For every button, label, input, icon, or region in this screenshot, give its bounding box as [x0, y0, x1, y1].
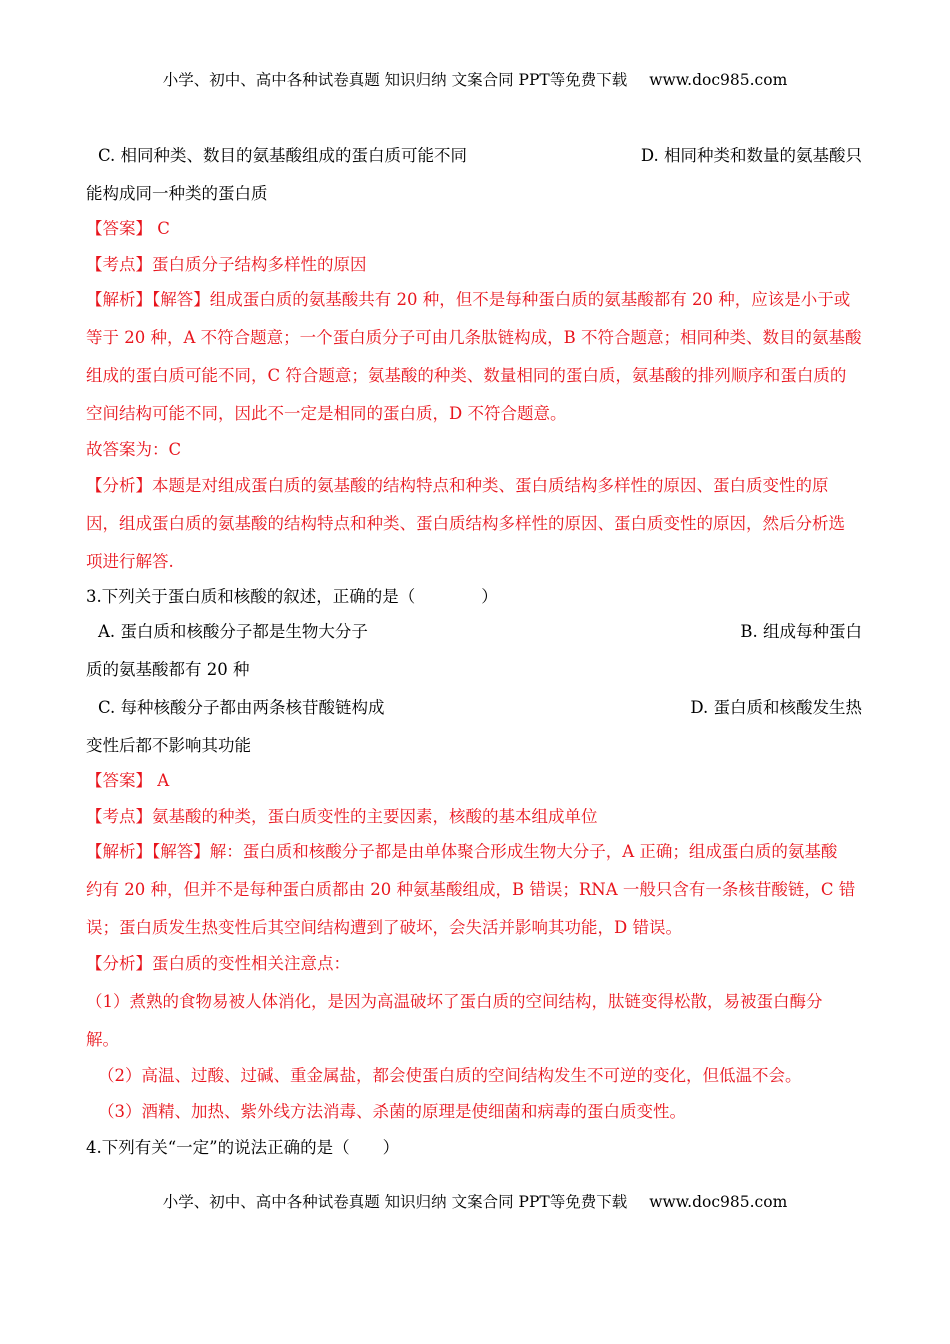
q2-jiexi-line-4: 空间结构可能不同，因此不一定是相同的蛋白质，D 不符合题意。: [86, 404, 567, 423]
footer-url[interactable]: www.doc985.com: [649, 1193, 788, 1211]
q3-jiexi-line-1: 【解析】【解答】解：蛋白质和核酸分子都是由单体聚合形成生物大分子，A 正确；组成蛋白质的氨基酸: [86, 842, 838, 861]
q2-option-d-continued: 能构成同一种类的蛋白质: [86, 184, 268, 203]
q2-fenxi-line-2: 因，组成蛋白质的氨基酸的结构特点和种类、蛋白质结构多样性的原因、蛋白质变性的原因，然后分析选: [86, 514, 845, 533]
q2-jiexi-line-3: 组成的蛋白质可能不同，C 符合题意；氨基酸的种类、数量相同的蛋白质，氨基酸的排列顺序和蛋白质的: [86, 366, 847, 385]
q3-jiexi-line-3: 误；蛋白质发生热变性后其空间结构遭到了破坏，会失活并影响其功能，D 错误。: [86, 918, 682, 937]
q2-jiexi-line-2: 等于 20 种，A 不符合题意；一个蛋白质分子可由几条肽链构成，B 不符合题意；相同种类、数目的氨基酸: [86, 328, 862, 347]
q3-fenxi-point-1-continued: 解。: [86, 1030, 119, 1049]
q2-kaodian: 【考点】蛋白质分子结构多样性的原因: [86, 255, 367, 274]
q2-jiexi-line-1: 【解析】【解答】组成蛋白质的氨基酸共有 20 种，但不是每种蛋白质的氨基酸都有 20 种，应该是小于或: [86, 290, 851, 309]
footer-text: 小学、初中、高中各种试卷真题 知识归纳 文案合同 PPT等免费下载: [162, 1193, 628, 1211]
q3-fenxi-point-2: （2）高温、过酸、过碱、重金属盐，都会使蛋白质的空间结构发生不可逆的变化，但低温不会。: [98, 1066, 802, 1085]
q3-option-c: C. 每种核酸分子都由两条核苷酸链构成: [98, 698, 385, 717]
q2-option-d: D. 相同种类和数量的氨基酸只: [640, 146, 862, 165]
header-text: 小学、初中、高中各种试卷真题 知识归纳 文案合同 PPT等免费下载: [162, 71, 628, 89]
q3-option-b-continued: 质的氨基酸都有 20 种: [86, 660, 250, 679]
q2-fenxi-line-1: 【分析】本题是对组成蛋白质的氨基酸的结构特点和种类、蛋白质结构多样性的原因、蛋白质变性的原: [86, 476, 829, 495]
q3-stem: 3.下列关于蛋白质和核酸的叙述，正确的是（ ）: [86, 587, 498, 606]
q3-fenxi-point-3: （3）酒精、加热、紫外线方法消毒、杀菌的原理是使细菌和病毒的蛋白质变性。: [98, 1102, 686, 1121]
q3-option-a: A. 蛋白质和核酸分子都是生物大分子: [98, 622, 368, 641]
q3-option-b: B. 组成每种蛋白: [740, 622, 862, 641]
q2-option-c: C. 相同种类、数目的氨基酸组成的蛋白质可能不同: [98, 146, 468, 165]
q3-fenxi-title: 【分析】蛋白质的变性相关注意点：: [86, 954, 350, 973]
q3-answer: 【答案】 A: [86, 771, 170, 790]
page-footer: [0, 1190, 950, 1212]
q2-final-answer: 故答案为：C: [86, 440, 182, 459]
q2-fenxi-line-3: 项进行解答.: [86, 552, 174, 571]
header-url[interactable]: www.doc985.com: [649, 71, 788, 89]
q3-kaodian: 【考点】氨基酸的种类，蛋白质变性的主要因素，核酸的基本组成单位: [86, 807, 598, 826]
page-header: [0, 68, 950, 90]
q3-fenxi-point-1: （1）煮熟的食物易被人体消化，是因为高温破坏了蛋白质的空间结构，肽链变得松散，易被蛋白酶分: [86, 992, 823, 1011]
q3-option-d: D. 蛋白质和核酸发生热: [690, 698, 862, 717]
q3-jiexi-line-2: 约有 20 种，但并不是每种蛋白质都由 20 种氨基酸组成，B 错误；RNA 一般只含有一条核苷酸链，C 错: [86, 880, 856, 899]
q4-stem: 4.下列有关“一定”的说法正确的是（ ）: [86, 1138, 400, 1157]
q3-option-d-continued: 变性后都不影响其功能: [86, 736, 251, 755]
q2-answer: 【答案】 C: [86, 219, 170, 238]
